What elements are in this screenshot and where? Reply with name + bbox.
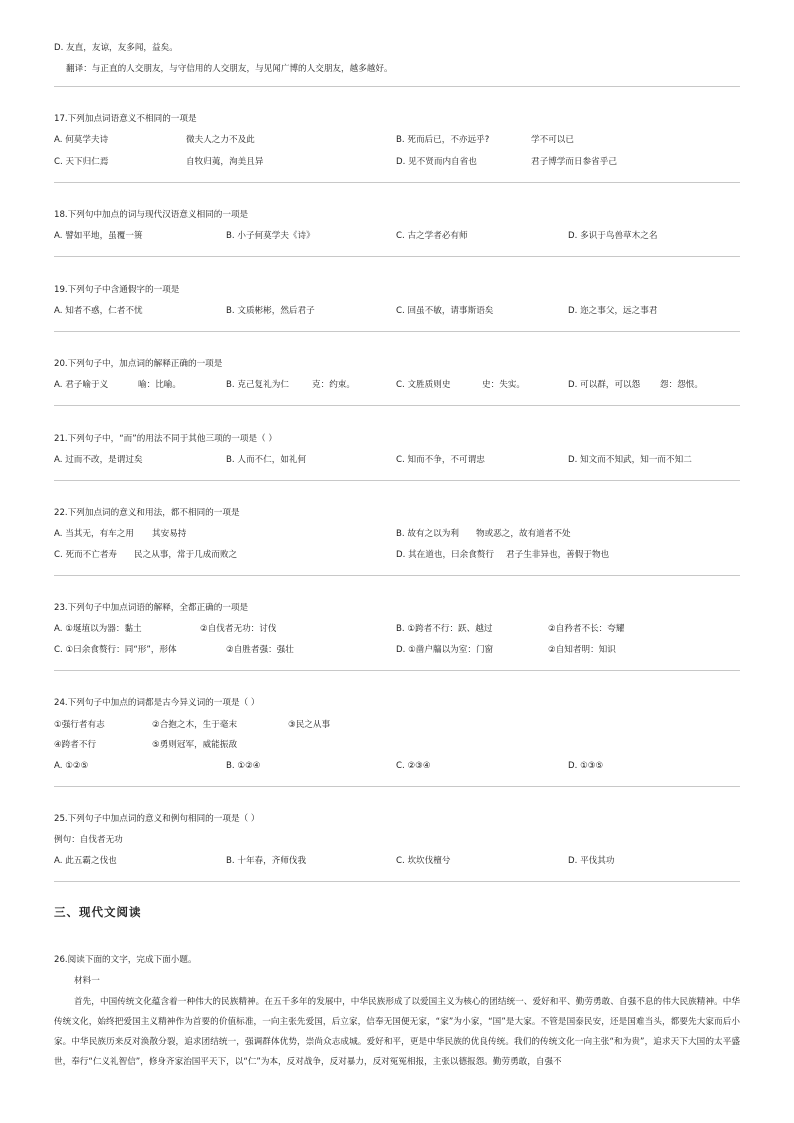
- option-text: A. ①②⑤: [54, 761, 89, 771]
- option-text: B. 人而不仁，如礼何: [226, 455, 307, 465]
- divider: [54, 480, 740, 481]
- option-text: 史：失实。: [482, 380, 525, 390]
- option-text: 喻：比喻。: [138, 380, 181, 390]
- option-text: A. 此五霸之伐也: [54, 856, 117, 866]
- option-text: B. 死而后已，不亦远乎?: [396, 135, 490, 145]
- option-text: D. 其在道也，曰余食赘行: [396, 550, 495, 560]
- material-paragraph: 首先，中国传统文化蕴含着一种伟大的民族精神。在五千多年的发展中，中华民族形成了以爱国主义为核心的团结统一、爱好和平、勤劳勇敢、自强不息的伟大民族精神。中华传统文化，始终把爱国主义精神作为首要的价值标准，一向主张先爱国，后立家，信奉无国便无家，“家”为小家，“国”是大家。不管是国泰民安，还是国难当头，都要先大家而后小家。中华民族历来反对涣散分裂，追求团结统一，强调群体优势，崇尚众志成城。爱好和平，更是中华民族的优良传统。我们的传统文化一向主张“和为贵”，追求天下大国的太平盛世，奉行“仁义礼智信”，修身齐家治国平天下，以“仁”为本，反对战争，反对暴力，反对冤冤相报，主张以德报怨。勤劳勇敢，自强不: [54, 997, 740, 1067]
- option-text: A. 君子喻于义: [54, 380, 109, 390]
- option-text: B. 克己复礼为仁: [226, 380, 289, 390]
- option-text: C. 回虽不敏，请事斯语矣: [396, 306, 494, 316]
- divider: [54, 405, 740, 406]
- option-text: 君子生非异也，善假于物也: [506, 550, 610, 560]
- option-text: ②自胜者强：强壮: [226, 645, 294, 655]
- question-stem: 18.下列句中加点的词与现代汉语意义相同的一项是: [54, 210, 249, 220]
- option-text: B. 文质彬彬，然后君子: [226, 306, 315, 316]
- divider: [54, 256, 740, 257]
- option-text: D. 知文而不知武，知一而不知二: [568, 455, 692, 465]
- option-text: ②自知者明：知识: [548, 645, 616, 655]
- option-text: D. 可以群，可以怨: [568, 380, 641, 390]
- option-text: D. ①③⑤: [568, 761, 604, 771]
- option-text: ⑤勇则冠军，威能振敌: [152, 740, 238, 750]
- option-text: A. ①埏埴以为器：黏土: [54, 624, 142, 634]
- question-stem: 25.下列句子中加点词的意义和例句相同的一项是（ ）: [54, 814, 260, 824]
- option-text: C. ①曰余食赘行：同“形”，形体: [54, 645, 177, 655]
- option-text: B. 故有之以为利: [396, 529, 459, 539]
- divider: [54, 881, 740, 882]
- option-text: 学不可以已: [531, 135, 574, 145]
- option-text: ②自伐者无功：讨伐: [200, 624, 277, 634]
- option-text: D. 多识于鸟兽草木之名: [568, 231, 658, 241]
- question-stem: 20.下列句子中，加点词的解释正确的一项是: [54, 359, 223, 369]
- option-text: A. 知者不惑，仁者不忧: [54, 306, 143, 316]
- option-text: C. 坎坎伐檀兮: [396, 856, 451, 866]
- question-stem: 19.下列句子中含通假字的一项是: [54, 285, 180, 295]
- option-text: B. 小子何莫学夫《诗》: [226, 231, 315, 241]
- question-stem: 23.下列句子中加点词语的解释，全都正确的一项是: [54, 603, 249, 613]
- option-d-16: D. 友直，友谅，友多闻，益矣。: [54, 43, 178, 53]
- option-text: D. ①凿户牖以为室：门窗: [396, 645, 494, 655]
- option-text: C. 死而不亡者寿: [54, 550, 118, 560]
- option-text: 怨：怨恨。: [660, 380, 703, 390]
- option-text: 君子博学而日参省乎己: [531, 157, 617, 167]
- option-text: 民之从事，常于几成而败之: [134, 550, 238, 560]
- option-text: A. 当其无，有车之用: [54, 529, 134, 539]
- option-text: 克：约束。: [312, 380, 355, 390]
- option-text: C. 古之学者必有师: [396, 231, 468, 241]
- option-text: A. 过而不改，是谓过矣: [54, 455, 143, 465]
- option-text: B. ①跨者不行：跃、越过: [396, 624, 493, 634]
- option-text: D. 平伐其功: [568, 856, 615, 866]
- question-stem: 22.下列加点词的意义和用法，都不相同的一项是: [54, 508, 240, 518]
- divider: [54, 182, 740, 183]
- option-text: A. 何莫学夫诗: [54, 135, 109, 145]
- option-text: D. 见不贤而内自省也: [396, 157, 477, 167]
- divider: [54, 86, 740, 87]
- material-label: 材料一: [74, 976, 100, 986]
- question-stem: 21.下列句子中，“而”的用法不同于其他三项的一项是（ ）: [54, 434, 277, 444]
- question-26-stem: 26.阅读下面的文字，完成下面小题。: [54, 955, 197, 965]
- option-text: C. 知而不争，不可谓忠: [396, 455, 485, 465]
- option-text: D. 迩之事父，远之事君: [568, 306, 658, 316]
- question-stem: 24.下列句子中加点的词都是古今异义词的一项是（ ）: [54, 698, 260, 708]
- divider: [54, 786, 740, 787]
- option-text: ②自矜者不长：夸耀: [548, 624, 625, 634]
- option-text: ②合抱之木，生于毫末: [152, 720, 238, 730]
- translation-16: 翻译：与正直的人交朋友，与守信用的人交朋友，与见闻广博的人交朋友，越多越好。: [66, 64, 393, 74]
- option-text: B. ①②④: [226, 761, 261, 771]
- question-stem: 17.下列加点词语意义不相同的一项是: [54, 114, 197, 124]
- option-text: ④跨者不行: [54, 740, 97, 750]
- option-text: C. ②③④: [396, 761, 431, 771]
- option-text: 微夫人之力不及此: [186, 135, 255, 145]
- option-text: A. 譬如平地，虽覆一篑: [54, 231, 143, 241]
- option-text: ①强行者有志: [54, 720, 105, 730]
- option-text: ③民之从事: [288, 720, 331, 730]
- option-text: 物或恶之，故有道者不处: [476, 529, 571, 539]
- option-text: B. 十年春，齐师伐我: [226, 856, 307, 866]
- divider: [54, 331, 740, 332]
- section-title-modern-reading: 三、现代文阅读: [54, 905, 142, 919]
- divider: [54, 670, 740, 671]
- divider: [54, 575, 740, 576]
- option-text: C. 文胜质则史: [396, 380, 451, 390]
- option-text: 其安易持: [152, 529, 187, 539]
- option-text: 例句：自伐者无功: [54, 835, 123, 845]
- option-text: C. 天下归仁焉: [54, 157, 109, 167]
- option-text: 自牧归荑，洵美且异: [186, 157, 264, 167]
